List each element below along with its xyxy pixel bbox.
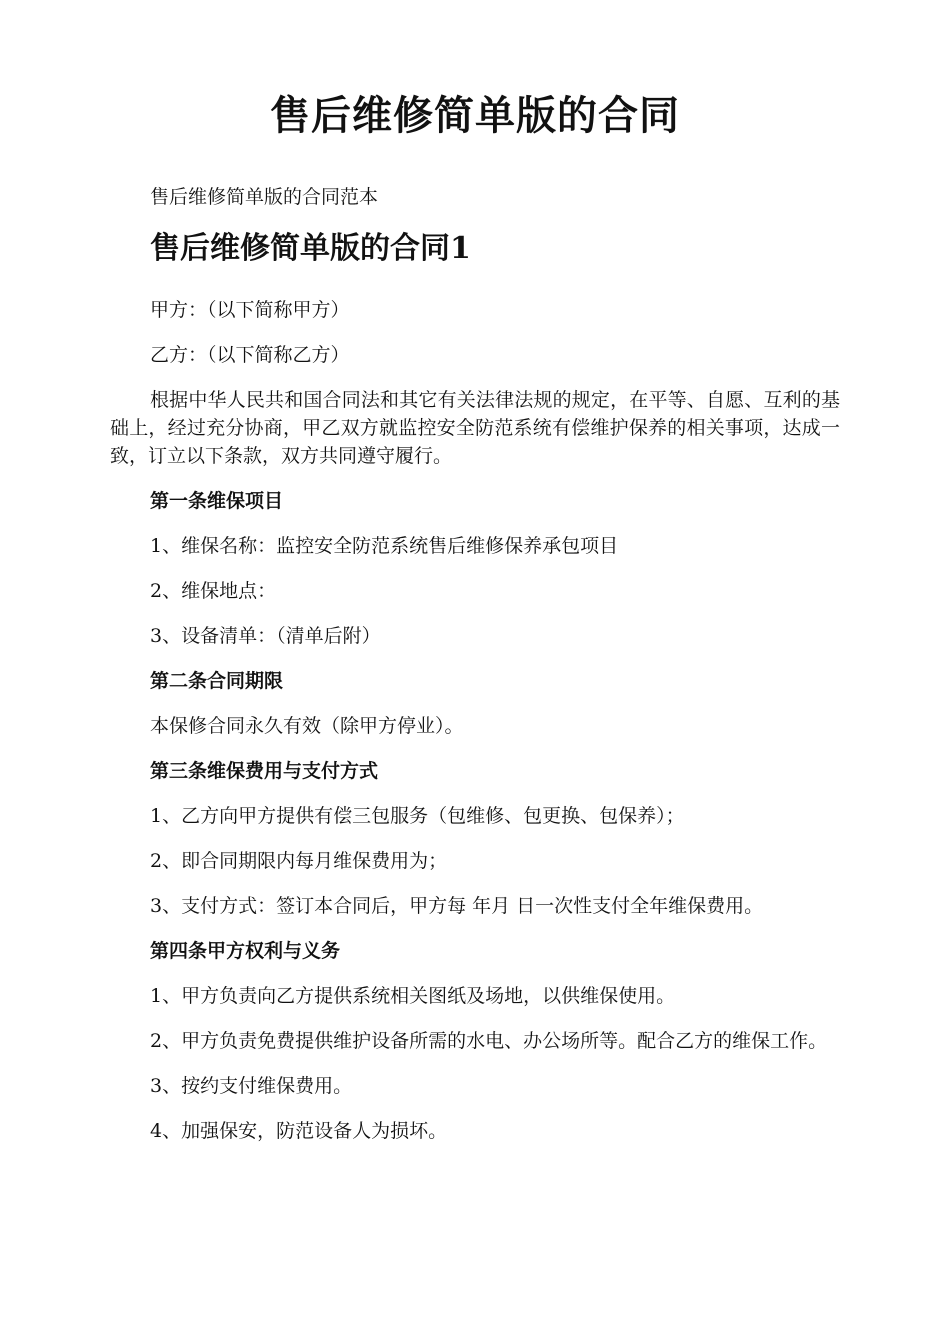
section-1-item: 1、维保名称：监控安全防范系统售后维修保养承包项目 [150,535,619,557]
party-b-line: 乙方：（以下简称乙方） [150,344,350,366]
section-4-item: 3、按约支付维保费用。 [150,1075,353,1097]
section-4-heading: 第四条甲方权利与义务 [150,940,341,962]
section-4-item: 4、加强保安，防范设备人为损坏。 [150,1120,448,1142]
section-3-item: 3、支付方式：签订本合同后，甲方每 年月 日一次性支付全年维保费用。 [150,895,764,917]
document-title: 售后维修简单版的合同 [270,92,680,139]
section-2-text: 本保修合同永久有效（除甲方停业）。 [150,715,464,737]
party-a-line: 甲方：（以下简称甲方） [150,299,350,321]
section-1-item: 3、设备清单：（清单后附） [150,625,381,647]
section-1-heading: 第一条维保项目 [150,490,284,512]
section-2-heading: 第二条合同期限 [150,670,284,692]
section-1-item: 2、维保地点： [150,580,277,602]
intro-paragraph: 根据中华人民共和国合同法和其它有关法律法规的规定，在平等、自愿、互利的基础上，经过充分协商，甲乙双方就监控安全防范系统有偿维护保养的相关事项，达成一致，订立以下条款，双方共同遵守履行。 [110,389,840,467]
section-3-item: 1、乙方向甲方提供有偿三包服务（包维修、包更换、包保养）； [150,805,685,827]
document-subtitle: 售后维修简单版的合同范本 [150,186,379,208]
section-3-item: 2、即合同期限内每月维保费用为； [150,850,448,872]
section-3-heading: 第三条维保费用与支付方式 [150,760,379,782]
contract-heading: 售后维修简单版的合同1 [150,231,471,266]
section-4-item: 2、甲方负责免费提供维护设备所需的水电、办公场所等。配合乙方的维保工作。 [150,1030,828,1052]
section-4-item: 1、甲方负责向乙方提供系统相关图纸及场地，以供维保使用。 [150,985,676,1007]
document-body [110,296,840,1162]
